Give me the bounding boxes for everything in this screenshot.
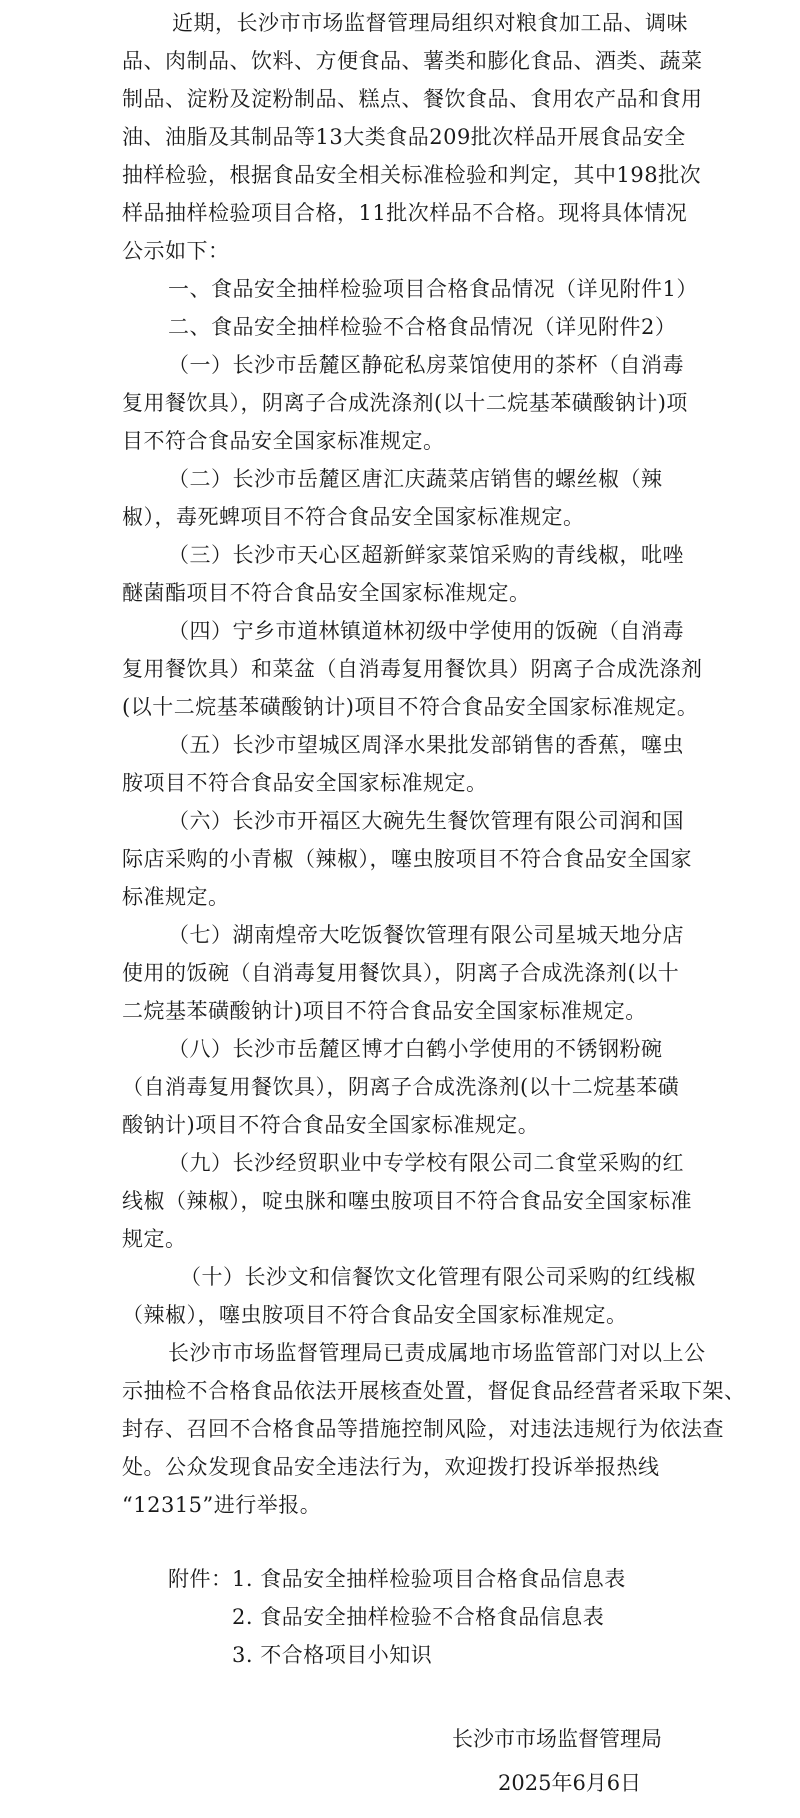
item-line: 椒），毒死蜱项目不符合食品安全国家标准规定。 (122, 505, 585, 529)
text-line: 长沙市市场监督管理局已责成属地市场监管部门对以上公 (168, 1341, 706, 1365)
text-line: 抽样检验，根据食品安全相关标准检验和判定，其中198批次 (122, 163, 702, 187)
item-line: 酸钠计)项目不符合食品安全国家标准规定。 (122, 1113, 540, 1137)
text-line: 油、油脂及其制品等13大类食品209批次样品开展食品安全 (122, 125, 686, 149)
text-line: 品、肉制品、饮料、方便食品、薯类和膨化食品、酒类、蔬菜 (122, 49, 703, 73)
item-line: 二烷基苯磺酸钠计)项目不符合食品安全国家标准规定。 (122, 999, 647, 1023)
item-line: 胺项目不符合食品安全国家标准规定。 (122, 771, 488, 795)
item-line: （九）长沙经贸职业中专学校有限公司二食堂采购的红 (168, 1151, 684, 1175)
attachments-label: 附件： (168, 1567, 233, 1591)
text-line: 样品抽样检验项目合格，11批次样品不合格。现将具体情况 (122, 201, 688, 225)
item-line: （辣椒），噻虫胺项目不符合食品安全国家标准规定。 (122, 1303, 628, 1327)
item-line: （四）宁乡市道林镇道林初级中学使用的饭碗（自消毒 (168, 619, 684, 643)
section-heading: 一、食品安全抽样检验项目合格食品情况（详见附件1） (168, 277, 698, 301)
item-line: （五）长沙市望城区周泽水果批发部销售的香蕉，噻虫 (168, 733, 684, 757)
text-line: “12315”进行举报。 (122, 1493, 322, 1517)
item-line: 线椒（辣椒），啶虫脒和噻虫胺项目不符合食品安全国家标准 (122, 1189, 692, 1213)
item-line: (以十二烷基苯磺酸钠计)项目不符合食品安全国家标准规定。 (122, 695, 699, 719)
item-line: （一）长沙市岳麓区静砣私房菜馆使用的茶杯（自消毒 (168, 353, 684, 377)
item-line: 醚菌酯项目不符合食品安全国家标准规定。 (122, 581, 531, 605)
item-line: （十）长沙文和信餐饮文化管理有限公司采购的红线椒 (180, 1265, 696, 1289)
text-line: 封存、召回不合格食品等措施控制风险，对违法违规行为依法查 (122, 1417, 724, 1441)
section-heading: 二、食品安全抽样检验不合格食品情况（详见附件2） (168, 315, 677, 339)
item-line: 复用餐饮具），阴离子合成洗涤剂(以十二烷基苯磺酸钠计)项 (122, 391, 688, 415)
item-line: 际店采购的小青椒（辣椒），噻虫胺项目不符合食品安全国家 (122, 847, 692, 871)
item-line: 标准规定。 (122, 885, 230, 909)
attachment-link[interactable]: 3. 不合格项目小知识 (232, 1643, 433, 1667)
item-line: （八）长沙市岳麓区博才白鹤小学使用的不锈钢粉碗 (168, 1037, 663, 1061)
item-line: 复用餐饮具）和菜盆（自消毒复用餐饮具）阴离子合成洗涤剂 (122, 657, 703, 681)
text-line: 示抽检不合格食品依法开展核查处置，督促食品经营者采取下架、 (122, 1379, 746, 1403)
item-line: 使用的饭碗（自消毒复用餐饮具），阴离子合成洗涤剂(以十 (122, 961, 680, 985)
text-line: 制品、淀粉及淀粉制品、糕点、餐饮食品、食用农产品和食用 (122, 87, 703, 111)
item-line: （六）长沙市开福区大碗先生餐饮管理有限公司润和国 (168, 809, 684, 833)
item-line: （七）湖南煌帝大吃饭餐饮管理有限公司星城天地分店 (168, 923, 684, 947)
attachment-link[interactable]: 1. 食品安全抽样检验项目合格食品信息表 (232, 1567, 626, 1591)
issuing-organization: 长沙市市场监督管理局 (452, 1727, 662, 1751)
text-line: 处。公众发现食品安全违法行为，欢迎拨打投诉举报热线 (122, 1455, 660, 1479)
attachment-link[interactable]: 2. 食品安全抽样检验不合格食品信息表 (232, 1605, 605, 1629)
item-line: 规定。 (122, 1227, 187, 1251)
item-line: （二）长沙市岳麓区唐汇庆蔬菜店销售的螺丝椒（辣 (168, 467, 663, 491)
text-line: 公示如下： (122, 239, 230, 263)
item-line: （自消毒复用餐饮具），阴离子合成洗涤剂(以十二烷基苯磺 (122, 1075, 680, 1099)
text-line: 近期，长沙市市场监督管理局组织对粮食加工品、调味 (172, 11, 688, 35)
item-line: （三）长沙市天心区超新鲜家菜馆采购的青线椒，吡唑 (168, 543, 684, 567)
issue-date: 2025年6月6日 (498, 1771, 642, 1795)
item-line: 目不符合食品安全国家标准规定。 (122, 429, 445, 453)
